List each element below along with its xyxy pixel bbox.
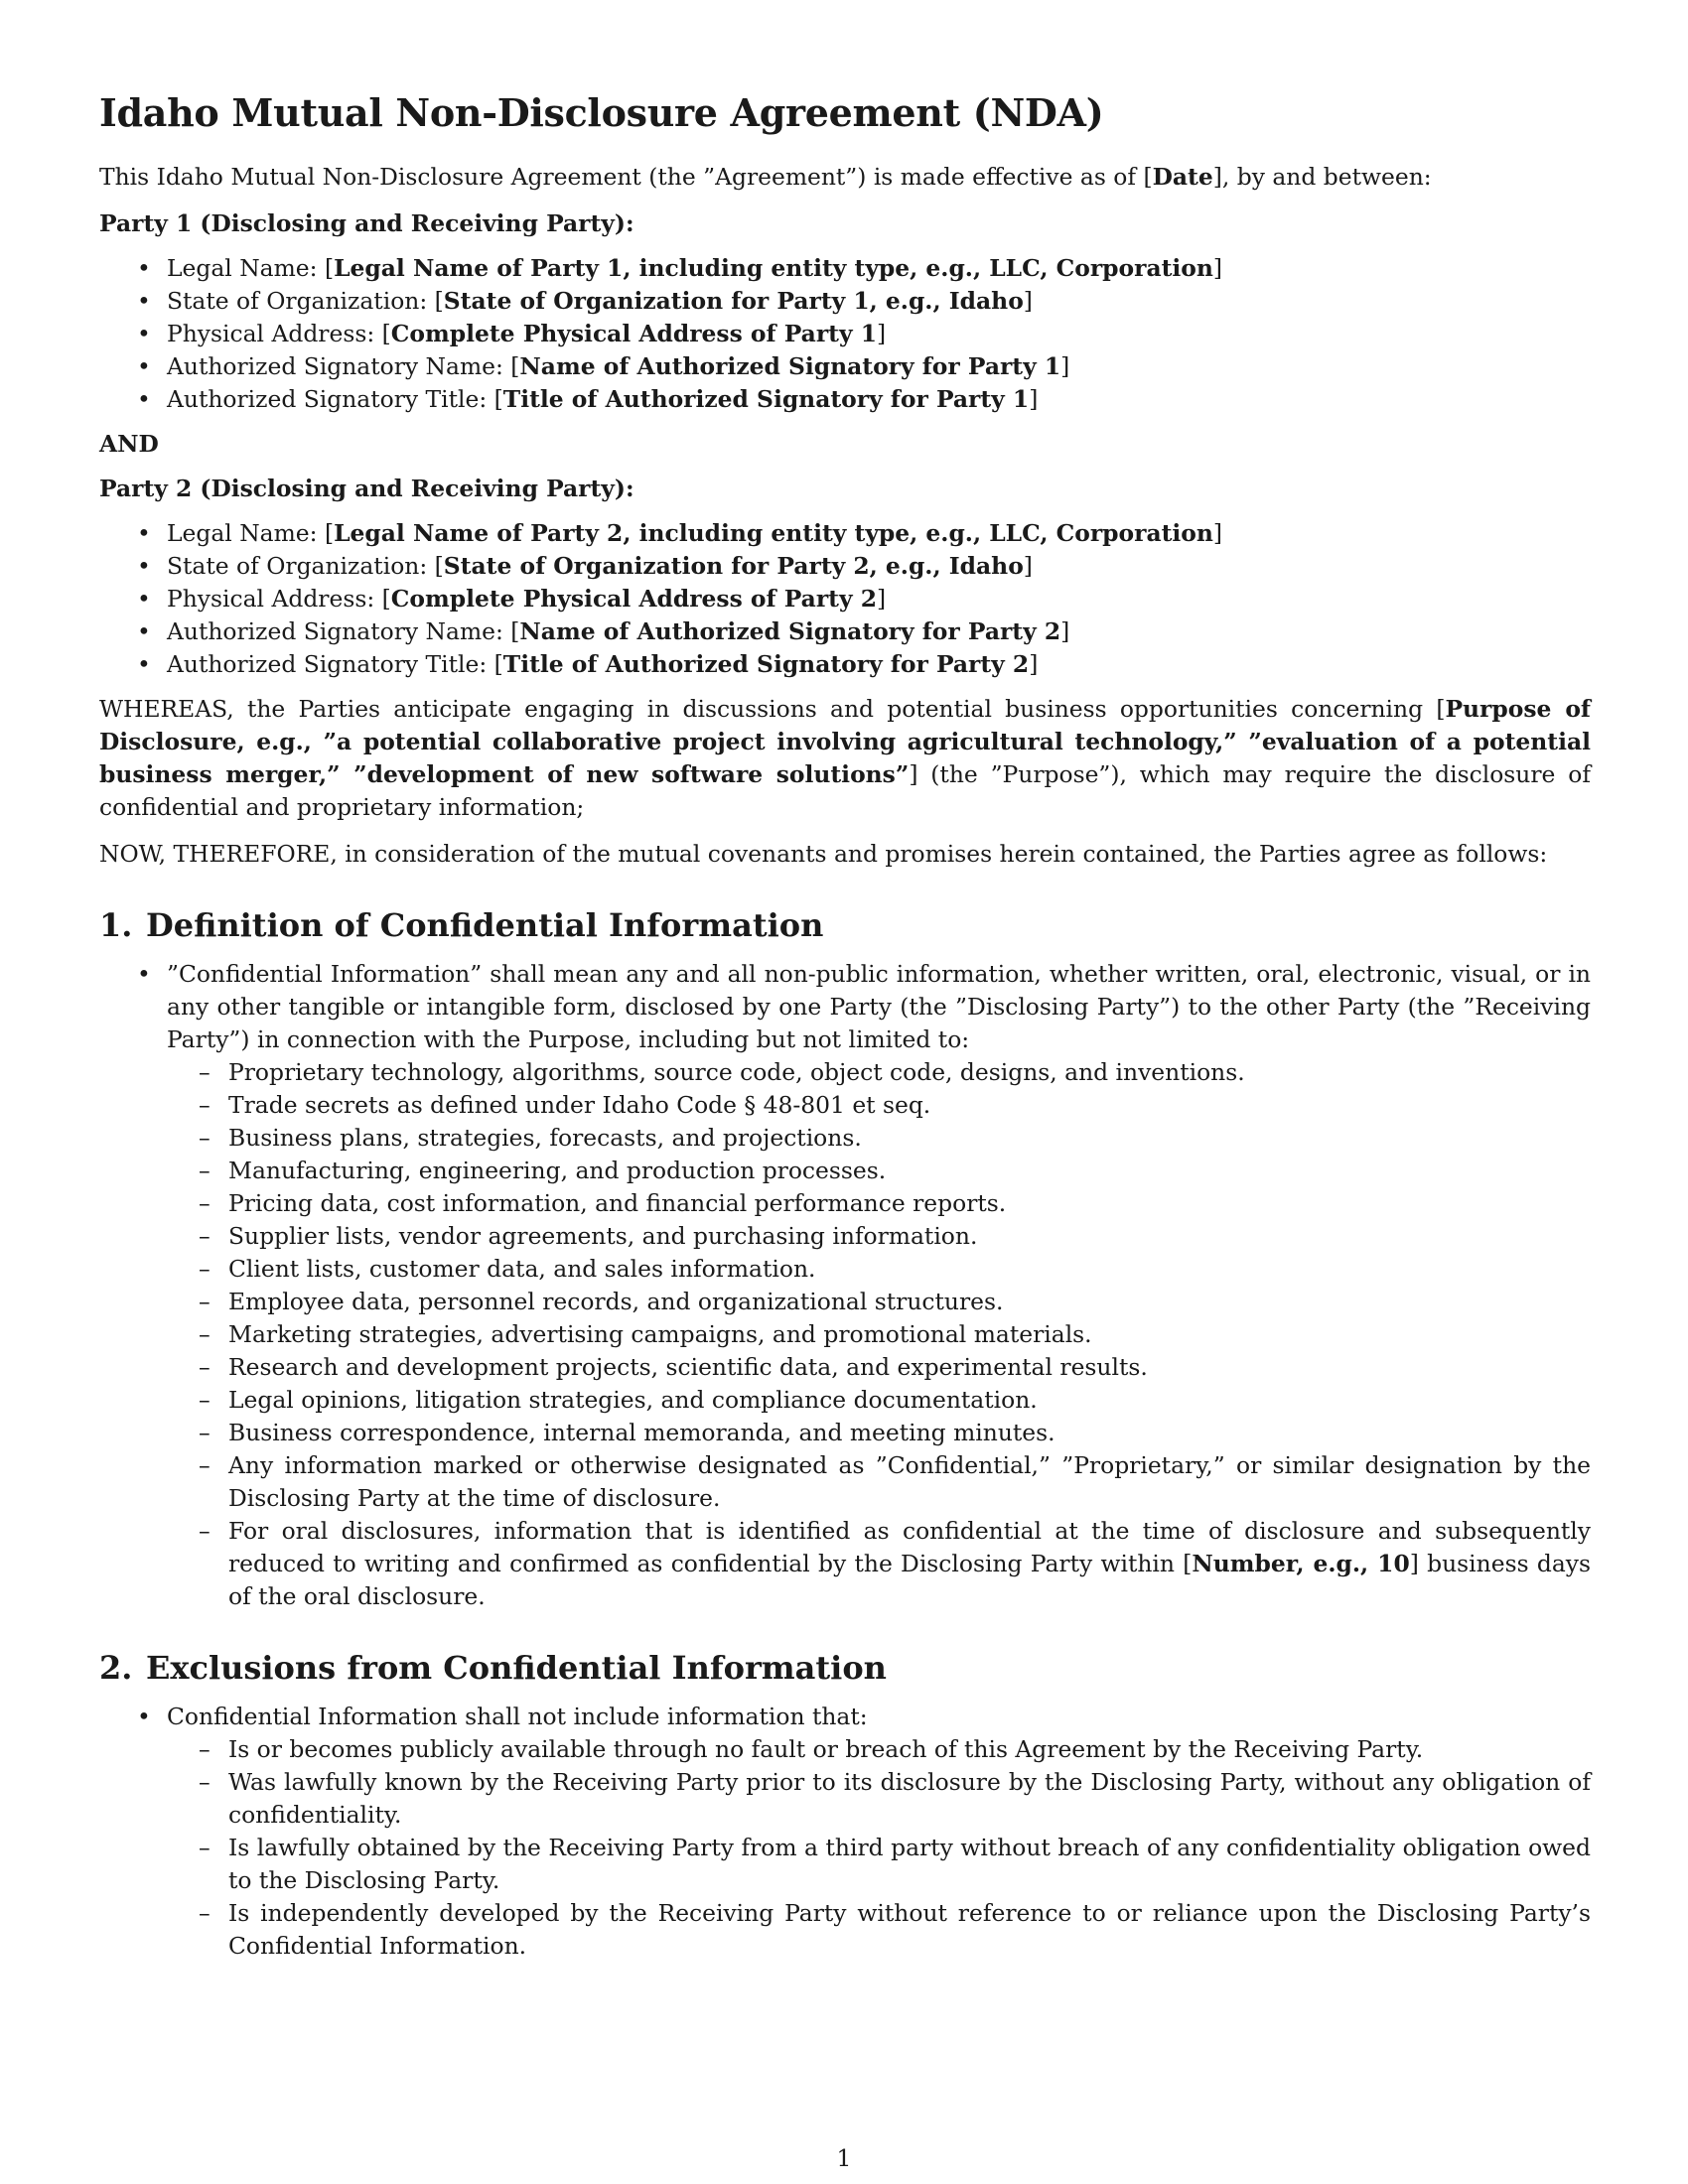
party2-signatory-title: • Authorized Signatory Title: [Title of Authorized Signatory for Party 2] — [99, 648, 1591, 681]
days-placeholder: Number, e.g., 10 — [1192, 1550, 1410, 1578]
now-therefore-paragraph: NOW, THEREFORE, in consideration of the mutual covenants and promises herein contained, the Parties agree as follows: — [99, 839, 1548, 868]
list-item: – Is or becomes publicly available through no fault or breach of this Agreement by the Receiving Party. — [99, 1733, 1591, 1766]
whereas-paragraph: WHEREAS, the Parties anticipate engaging in discussions and potential business opportunities concerning [Purpose of Disclosure, e.g., ”a potential collaborative project involving agricultural technology,” ”evaluation of a potential business merger,” ”development of new software solutions”] (the ”Purpose”), which may require the disclosure of confidential and proprietary information; — [99, 694, 1591, 821]
party1-signatory-name: • Authorized Signatory Name: [Name of Authorized Signatory for Party 1] — [99, 350, 1591, 383]
party2-fields — [99, 517, 1591, 681]
party2-heading: Party 2 (Disclosing and Receiving Party): — [99, 474, 634, 502]
list-item: – Any information marked or otherwise designated as ”Confidential,” ”Proprietary,” or similar designation by the Disclosing Party at the time of disclosure. — [99, 1449, 1591, 1515]
document-title: Idaho Mutual Non-Disclosure Agreement (NDA) — [99, 90, 1104, 135]
list-item: – Research and development projects, scientific data, and experimental results. — [99, 1351, 1591, 1384]
section2-lead: • Confidential Information shall not include information that: – Is or becomes publicly available through no fault or breach of this Agreement by the Receiving Party. – Was lawfully known by the Receiving Party prior to its disclosure by the Disclosing Party, without any obligation of confidentiality. – Is lawfully obtained by the Receiving Party from a third party without breach of any confidentiality obligation owed to the Disclosing Party. – Is independently developed by the Receiving Party without reference to or reliance upon the Disclosing Party’s Confidential Information. — [99, 1701, 1591, 1963]
and-label: AND — [99, 429, 159, 458]
list-item: – Trade secrets as defined under Idaho Code § 48-801 et seq. — [99, 1089, 1591, 1122]
party2-address: • Physical Address: [Complete Physical Address of Party 2] — [99, 583, 1591, 615]
section2-items — [99, 1733, 1591, 1963]
list-item: – Manufacturing, engineering, and production processes. — [99, 1155, 1591, 1187]
list-item: – Proprietary technology, algorithms, source code, object code, designs, and inventions. — [99, 1056, 1591, 1089]
list-item: – Legal opinions, litigation strategies, and compliance documentation. — [99, 1384, 1591, 1417]
list-item: – Employee data, personnel records, and organizational structures. — [99, 1286, 1591, 1318]
list-item: – Supplier lists, vendor agreements, and purchasing information. — [99, 1220, 1591, 1253]
list-item: – Business correspondence, internal memoranda, and meeting minutes. — [99, 1417, 1591, 1449]
section2-heading: 2. Exclusions from Confidential Information — [99, 1649, 887, 1688]
list-item: – Client lists, customer data, and sales information. — [99, 1253, 1591, 1286]
party1-legal-name: • Legal Name: [Legal Name of Party 1, including entity type, e.g., LLC, Corporation] — [99, 252, 1591, 285]
oral-disclosure-item: – For oral disclosures, information that is identified as confidential at the time of disclosure and subsequently reduced to writing and confirmed as confidential by the Disclosing Party within [Number, e.g., 10] business days of the oral disclosure. — [99, 1515, 1591, 1613]
date-placeholder: Date — [1152, 162, 1213, 191]
list-item: – Marketing strategies, advertising campaigns, and promotional materials. — [99, 1318, 1591, 1351]
purpose-placeholder: Purpose of Disclosure, e.g., ”a potential collaborative project involving agricultural technology,” ”evaluation of a potential business merger,” ”development of new software solutions” — [99, 694, 1591, 788]
party1-heading: Party 1 (Disclosing and Receiving Party): — [99, 208, 634, 237]
list-item: – Is independently developed by the Receiving Party without reference to or reliance upon the Disclosing Party’s Confidential Information. — [99, 1897, 1591, 1963]
section1-heading: 1. Definition of Confidential Information — [99, 905, 824, 944]
list-item: – Was lawfully known by the Receiving Party prior to its disclosure by the Disclosing Party, without any obligation of confidentiality. — [99, 1766, 1591, 1832]
party1-fields — [99, 252, 1591, 416]
document-page — [99, 91, 1591, 1963]
list-item: – Pricing data, cost information, and financial performance reports. — [99, 1187, 1591, 1220]
intro-paragraph: This Idaho Mutual Non-Disclosure Agreement (the ”Agreement”) is made effective as of [Date], by and between: — [99, 162, 1432, 191]
section1-items — [99, 1056, 1591, 1613]
party2-state: • State of Organization: [State of Organization for Party 2, e.g., Idaho] — [99, 550, 1591, 583]
party2-legal-name: • Legal Name: [Legal Name of Party 2, including entity type, e.g., LLC, Corporation] — [99, 517, 1591, 550]
list-item: – Business plans, strategies, forecasts, and projections. — [99, 1122, 1591, 1155]
party1-state: • State of Organization: [State of Organization for Party 1, e.g., Idaho] — [99, 285, 1591, 318]
party2-signatory-name: • Authorized Signatory Name: [Name of Authorized Signatory for Party 2] — [99, 615, 1591, 648]
section1-list — [99, 958, 1591, 1613]
section2-list — [99, 1701, 1591, 1963]
party1-signatory-title: • Authorized Signatory Title: [Title of Authorized Signatory for Party 1] — [99, 383, 1591, 416]
party1-address: • Physical Address: [Complete Physical Address of Party 1] — [99, 318, 1591, 350]
list-item: – Is lawfully obtained by the Receiving Party from a third party without breach of any confidentiality obligation owed to the Disclosing Party. — [99, 1832, 1591, 1897]
page-number: 1 — [836, 2144, 852, 2172]
section1-lead: • ”Confidential Information” shall mean any and all non-public information, whether written, oral, electronic, visual, or in any other tangible or intangible form, disclosed by one Party (the ”Disclosing Party”) to the other Party (the ”Receiving Party”) in connection with the Purpose, including but not limited to: – Proprietary technology, algorithms, source code, object code, designs, and inventions. – Trade secrets as defined under Idaho Code § 48-801 et seq. – Business plans, strategies, forecasts, and projections. – Manufacturing, engineering, and production processes. – Pricing data, cost information, and financial performance reports. – Supplier lists, vendor agreements, and purchasing information. – Client lists, customer data, and sales information. – Employee data, personnel records, and organizational structures. – Marketing strategies, advertising campaigns, and promotional materials. – Research and development projects, scientific data, and experimental results. – Legal opinions, litigation strategies, and compliance documentation. – Business correspondence, internal memoranda, and meeting minutes. – Any information marked or otherwise designated as ”Confidential,” ”Proprietary,” or similar designation by the Disclosing Party at the time of disclosure. – For oral disclosures, information that is identified as confidential at the time of disclosure and subsequently reduced to writing and confirmed as confidential by the Disclosing Party within [Number, e.g., 10] business days of the oral disclosure. — [99, 958, 1591, 1613]
